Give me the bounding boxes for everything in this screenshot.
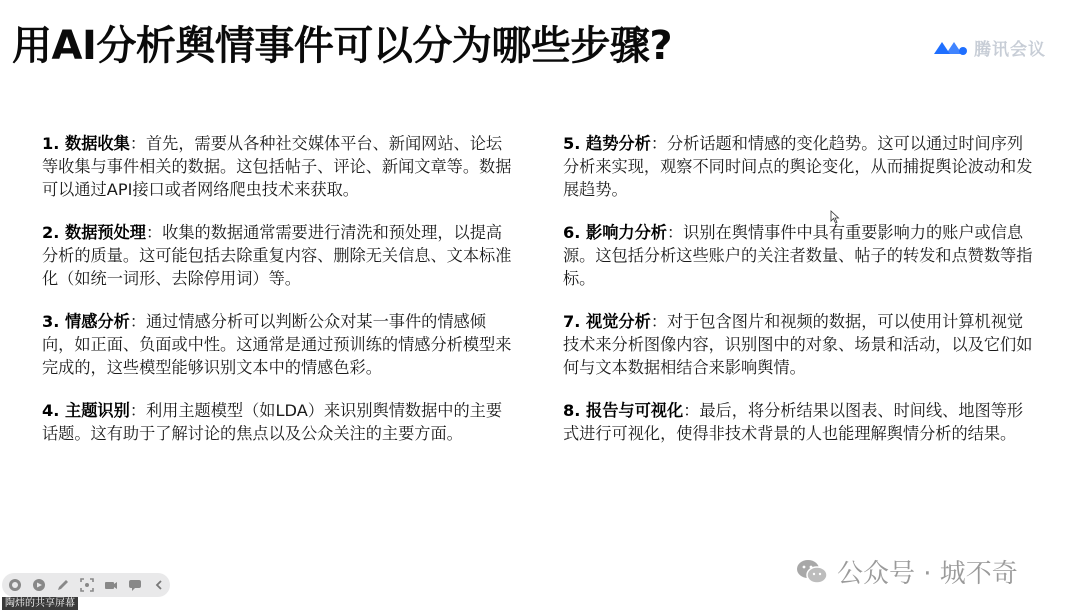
screen-share-label: 陶炜的共享屏幕 [2, 597, 78, 610]
step-head: 7. 视觉分析 [563, 312, 651, 331]
mouse-cursor-icon [830, 210, 840, 224]
step-body: ：首先，需要从各种社交媒体平台、新闻网站、论坛等收集与事件相关的数据。这包括帖子、评论、新闻文章等。数据可以通过API接口或者网络爬虫技术来获取。 [42, 134, 512, 199]
step-head: 8. 报告与可视化 [563, 401, 684, 420]
collapse-icon[interactable] [152, 578, 166, 592]
step-head: 4. 主题识别 [42, 401, 130, 420]
step-body: ：分析话题和情感的变化趋势。这可以通过时间序列分析来实现，观察不同时间点的舆论变化，从而捕捉舆论波动和发展趋势。 [563, 134, 1033, 199]
step-body: ：识别在舆情事件中具有重要影响力的账户或信息源。这包括分析这些账户的关注者数量、帖子的转发和点赞数等指标。 [563, 223, 1033, 288]
step-item-1 [42, 132, 512, 201]
step-body: ：收集的数据通常需要进行清洗和预处理，以提高分析的质量。这可能包括去除重复内容、删除无关信息、文本标准化（如统一词形、去除停用词）等。 [42, 223, 512, 288]
step-item-4 [42, 399, 512, 445]
slide-title: 用AI分析舆情事件可以分为哪些步骤? [12, 23, 673, 69]
step-body: ：对于包含图片和视频的数据，可以使用计算机视觉技术来分析图像内容，识别图中的对象、场景和活动，以及它们如何与文本数据相结合来影响舆情。 [563, 312, 1033, 377]
step-head: 3. 情感分析 [42, 312, 130, 331]
step-item-6 [563, 221, 1033, 290]
step-body: ：利用主题模型（如LDA）来识别舆情数据中的主要话题。这有助于了解讨论的焦点以及公众关注的主要方面。 [42, 401, 503, 443]
mic-icon[interactable] [8, 578, 22, 592]
screen-share-toolbar [2, 573, 170, 597]
step-head: 6. 影响力分析 [563, 223, 667, 242]
step-item-7 [563, 310, 1033, 379]
wechat-icon [795, 558, 829, 586]
step-body: ：最后，将分析结果以图表、时间线、地图等形式进行可视化，使得非技术背景的人也能理解舆情分析的结果。 [563, 401, 1024, 443]
step-head: 2. 数据预处理 [42, 223, 146, 242]
tencent-meeting-logo-icon [932, 38, 968, 58]
step-head: 5. 趋势分析 [563, 134, 651, 153]
tencent-meeting-brand [932, 35, 1046, 60]
screenshot-icon[interactable] [80, 578, 94, 592]
pen-icon[interactable] [56, 578, 70, 592]
video-icon[interactable] [32, 578, 46, 592]
step-head: 1. 数据收集 [42, 134, 130, 153]
step-item-5 [563, 132, 1033, 201]
brand-label: 腾讯会议 [974, 40, 1046, 60]
step-body: ：通过情感分析可以判断公众对某一事件的情感倾向，如正面、负面或中性。这通常是通过预训练的情感分析模型来完成的，这些模型能够识别文本中的情感色彩。 [42, 312, 512, 377]
wechat-watermark [795, 553, 1018, 590]
chat-icon[interactable] [128, 578, 142, 592]
watermark-text: 公众号 · 城不奇 [837, 559, 1018, 589]
left-column [42, 132, 512, 465]
step-item-8 [563, 399, 1033, 445]
step-item-3 [42, 310, 512, 379]
step-item-2 [42, 221, 512, 290]
camera-icon[interactable] [104, 578, 118, 592]
right-column [563, 132, 1033, 465]
